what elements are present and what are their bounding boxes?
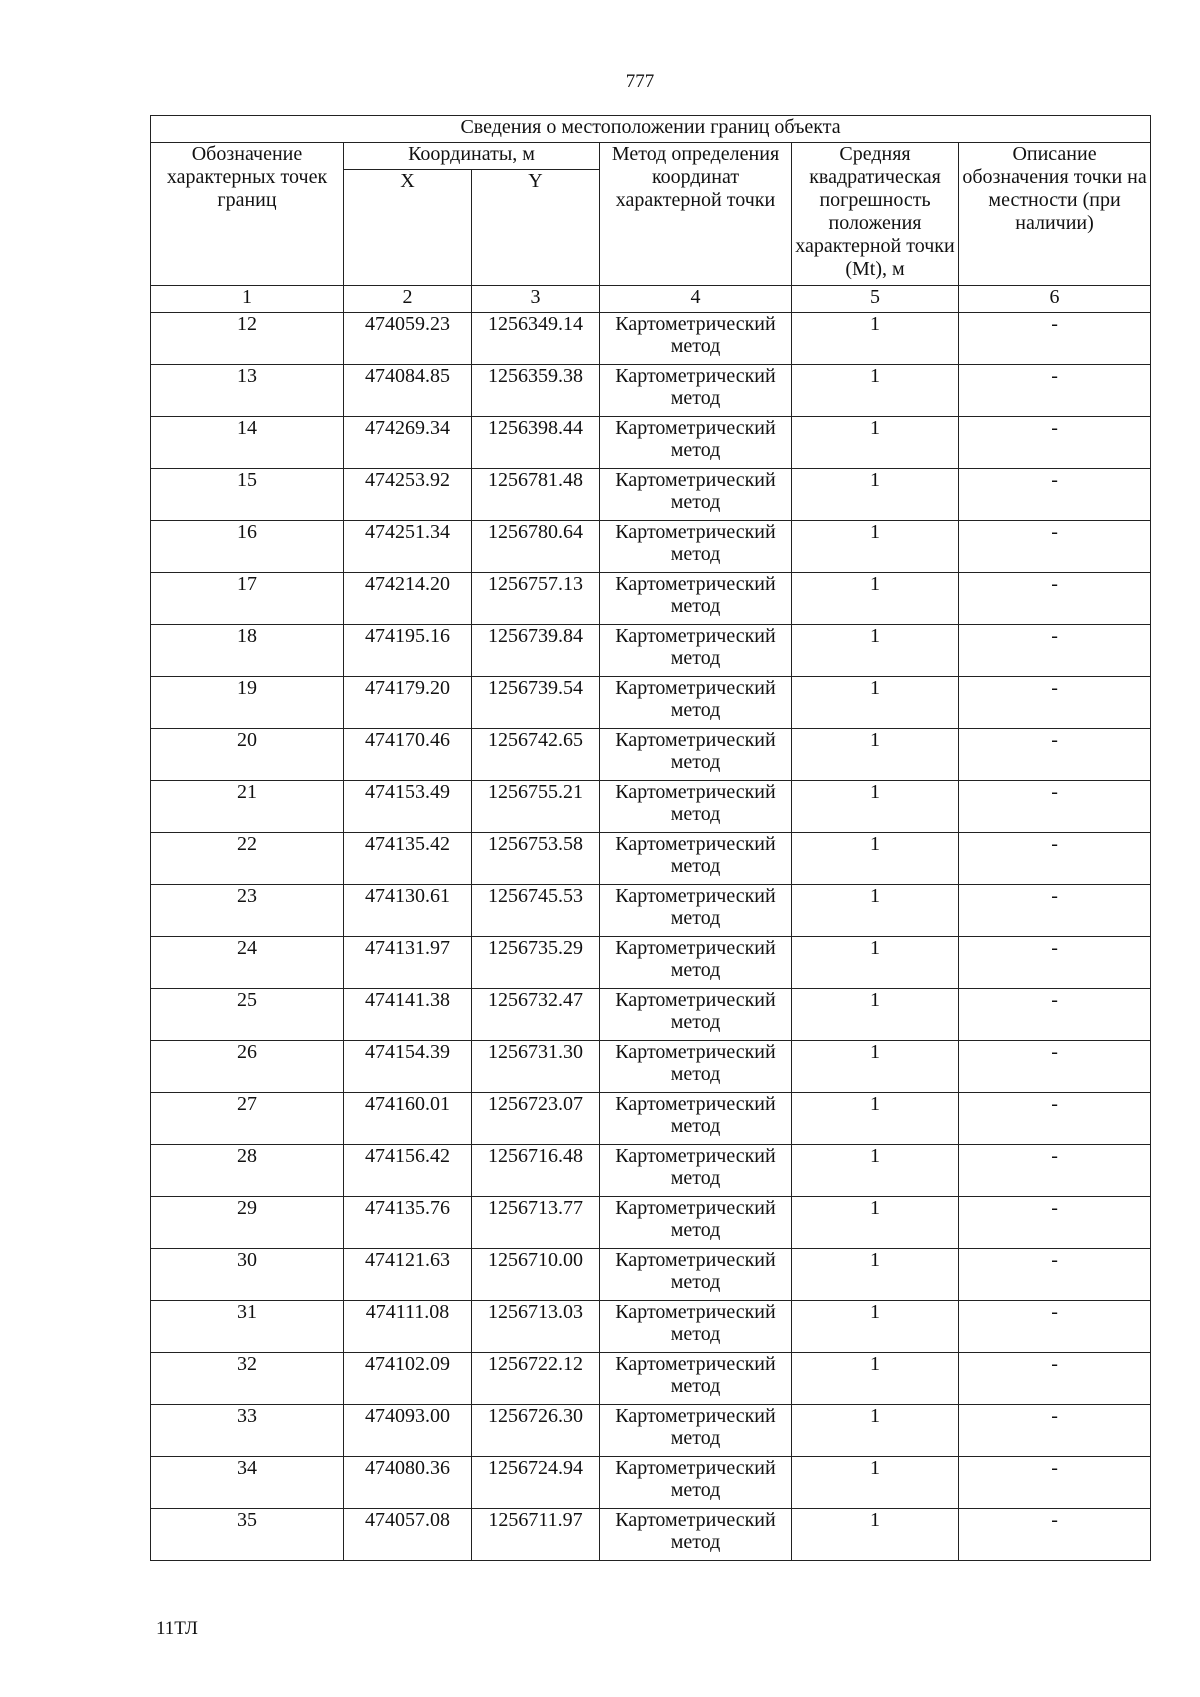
- header-error: Средняя квадратическая погрешность положения характерной точки (Mt), м: [792, 143, 959, 286]
- footer-code: 11ТЛ: [156, 1618, 198, 1639]
- point-cell: 13: [151, 365, 344, 417]
- method-cell: Картометрический метод: [600, 521, 792, 573]
- y-coordinate-cell: 1256359.38: [472, 365, 600, 417]
- x-coordinate-cell: 474160.01: [344, 1093, 472, 1145]
- y-coordinate-cell: 1256745.53: [472, 885, 600, 937]
- header-x: X: [344, 170, 472, 286]
- x-coordinate-cell: 474135.76: [344, 1197, 472, 1249]
- header-coordinates: Координаты, м: [344, 143, 600, 170]
- error-cell: 1: [792, 1509, 959, 1561]
- y-coordinate-cell: 1256780.64: [472, 521, 600, 573]
- table-row: [151, 937, 1151, 989]
- x-coordinate-cell: 474080.36: [344, 1457, 472, 1509]
- table-row: [151, 781, 1151, 833]
- description-cell: -: [959, 417, 1151, 469]
- y-coordinate-cell: 1256398.44: [472, 417, 600, 469]
- x-coordinate-cell: 474102.09: [344, 1353, 472, 1405]
- error-cell: 1: [792, 313, 959, 365]
- x-coordinate-cell: 474170.46: [344, 729, 472, 781]
- table-row: [151, 1197, 1151, 1249]
- method-cell: Картометрический метод: [600, 1197, 792, 1249]
- table-row: [151, 1353, 1151, 1405]
- table-row: [151, 313, 1151, 365]
- description-cell: -: [959, 677, 1151, 729]
- x-coordinate-cell: 474269.34: [344, 417, 472, 469]
- method-cell: Картометрический метод: [600, 677, 792, 729]
- point-cell: 24: [151, 937, 344, 989]
- description-cell: -: [959, 781, 1151, 833]
- x-coordinate-cell: 474156.42: [344, 1145, 472, 1197]
- page-number: 777: [625, 71, 655, 92]
- y-coordinate-cell: 1256755.21: [472, 781, 600, 833]
- table-row: [151, 729, 1151, 781]
- table-row: [151, 1041, 1151, 1093]
- y-coordinate-cell: 1256732.47: [472, 989, 600, 1041]
- method-cell: Картометрический метод: [600, 1249, 792, 1301]
- header-method: Метод определения координат характерной точки: [600, 143, 792, 286]
- table-row: [151, 1405, 1151, 1457]
- boundary-coordinates-table: [150, 115, 1151, 1561]
- error-cell: 1: [792, 417, 959, 469]
- table-row: [151, 989, 1151, 1041]
- point-cell: 22: [151, 833, 344, 885]
- method-cell: Картометрический метод: [600, 469, 792, 521]
- y-coordinate-cell: 1256781.48: [472, 469, 600, 521]
- description-cell: -: [959, 365, 1151, 417]
- error-cell: 1: [792, 1145, 959, 1197]
- y-coordinate-cell: 1256716.48: [472, 1145, 600, 1197]
- column-number: 5: [792, 286, 959, 313]
- point-cell: 20: [151, 729, 344, 781]
- column-number: 6: [959, 286, 1151, 313]
- method-cell: Картометрический метод: [600, 313, 792, 365]
- error-cell: 1: [792, 365, 959, 417]
- point-cell: 17: [151, 573, 344, 625]
- description-cell: -: [959, 1145, 1151, 1197]
- y-coordinate-cell: 1256713.03: [472, 1301, 600, 1353]
- x-coordinate-cell: 474111.08: [344, 1301, 472, 1353]
- point-cell: 25: [151, 989, 344, 1041]
- error-cell: 1: [792, 1249, 959, 1301]
- description-cell: -: [959, 313, 1151, 365]
- header-description: Описание обозначения точки на местности (при наличии): [959, 143, 1151, 286]
- error-cell: 1: [792, 1405, 959, 1457]
- description-cell: -: [959, 885, 1151, 937]
- description-cell: -: [959, 1041, 1151, 1093]
- method-cell: Картометрический метод: [600, 1145, 792, 1197]
- x-coordinate-cell: 474084.85: [344, 365, 472, 417]
- description-cell: -: [959, 1197, 1151, 1249]
- y-coordinate-cell: 1256349.14: [472, 313, 600, 365]
- y-coordinate-cell: 1256724.94: [472, 1457, 600, 1509]
- header-point: Обозначение характерных точек границ: [151, 143, 344, 286]
- column-numbers-row: [151, 286, 1151, 313]
- method-cell: Картометрический метод: [600, 625, 792, 677]
- method-cell: Картометрический метод: [600, 1457, 792, 1509]
- description-cell: -: [959, 833, 1151, 885]
- point-cell: 23: [151, 885, 344, 937]
- point-cell: 16: [151, 521, 344, 573]
- x-coordinate-cell: 474253.92: [344, 469, 472, 521]
- point-cell: 33: [151, 1405, 344, 1457]
- error-cell: 1: [792, 573, 959, 625]
- error-cell: 1: [792, 1197, 959, 1249]
- description-cell: -: [959, 521, 1151, 573]
- method-cell: Картометрический метод: [600, 417, 792, 469]
- table-row: [151, 1093, 1151, 1145]
- description-cell: -: [959, 989, 1151, 1041]
- description-cell: -: [959, 1405, 1151, 1457]
- y-coordinate-cell: 1256742.65: [472, 729, 600, 781]
- point-cell: 34: [151, 1457, 344, 1509]
- method-cell: Картометрический метод: [600, 365, 792, 417]
- description-cell: -: [959, 1301, 1151, 1353]
- x-coordinate-cell: 474154.39: [344, 1041, 472, 1093]
- error-cell: 1: [792, 781, 959, 833]
- point-cell: 14: [151, 417, 344, 469]
- table-row: [151, 573, 1151, 625]
- column-number: 1: [151, 286, 344, 313]
- table-row: [151, 885, 1151, 937]
- method-cell: Картометрический метод: [600, 1405, 792, 1457]
- header-y: Y: [472, 170, 600, 286]
- table-row: [151, 521, 1151, 573]
- error-cell: 1: [792, 1353, 959, 1405]
- error-cell: 1: [792, 1457, 959, 1509]
- description-cell: -: [959, 625, 1151, 677]
- method-cell: Картометрический метод: [600, 989, 792, 1041]
- point-cell: 12: [151, 313, 344, 365]
- method-cell: Картометрический метод: [600, 1041, 792, 1093]
- error-cell: 1: [792, 677, 959, 729]
- x-coordinate-cell: 474141.38: [344, 989, 472, 1041]
- y-coordinate-cell: 1256726.30: [472, 1405, 600, 1457]
- x-coordinate-cell: 474059.23: [344, 313, 472, 365]
- table-row: [151, 469, 1151, 521]
- description-cell: -: [959, 937, 1151, 989]
- column-number: 3: [472, 286, 600, 313]
- y-coordinate-cell: 1256722.12: [472, 1353, 600, 1405]
- table-row: [151, 1145, 1151, 1197]
- y-coordinate-cell: 1256710.00: [472, 1249, 600, 1301]
- point-cell: 27: [151, 1093, 344, 1145]
- table-row: [151, 365, 1151, 417]
- error-cell: 1: [792, 625, 959, 677]
- method-cell: Картометрический метод: [600, 573, 792, 625]
- point-cell: 32: [151, 1353, 344, 1405]
- error-cell: 1: [792, 833, 959, 885]
- method-cell: Картометрический метод: [600, 1509, 792, 1561]
- method-cell: Картометрический метод: [600, 729, 792, 781]
- y-coordinate-cell: 1256731.30: [472, 1041, 600, 1093]
- error-cell: 1: [792, 469, 959, 521]
- description-cell: -: [959, 1353, 1151, 1405]
- table-row: [151, 1301, 1151, 1353]
- x-coordinate-cell: 474121.63: [344, 1249, 472, 1301]
- table-row: [151, 417, 1151, 469]
- point-cell: 30: [151, 1249, 344, 1301]
- y-coordinate-cell: 1256711.97: [472, 1509, 600, 1561]
- y-coordinate-cell: 1256713.77: [472, 1197, 600, 1249]
- description-cell: -: [959, 1249, 1151, 1301]
- point-cell: 31: [151, 1301, 344, 1353]
- table-row: [151, 677, 1151, 729]
- error-cell: 1: [792, 1301, 959, 1353]
- error-cell: 1: [792, 1041, 959, 1093]
- error-cell: 1: [792, 521, 959, 573]
- x-coordinate-cell: 474153.49: [344, 781, 472, 833]
- y-coordinate-cell: 1256757.13: [472, 573, 600, 625]
- point-cell: 26: [151, 1041, 344, 1093]
- description-cell: -: [959, 573, 1151, 625]
- method-cell: Картометрический метод: [600, 833, 792, 885]
- error-cell: 1: [792, 989, 959, 1041]
- y-coordinate-cell: 1256739.54: [472, 677, 600, 729]
- point-cell: 15: [151, 469, 344, 521]
- point-cell: 29: [151, 1197, 344, 1249]
- error-cell: 1: [792, 937, 959, 989]
- column-number: 4: [600, 286, 792, 313]
- description-cell: -: [959, 1509, 1151, 1561]
- y-coordinate-cell: 1256735.29: [472, 937, 600, 989]
- error-cell: 1: [792, 1093, 959, 1145]
- table-body: [151, 313, 1151, 1561]
- x-coordinate-cell: 474251.34: [344, 521, 472, 573]
- y-coordinate-cell: 1256753.58: [472, 833, 600, 885]
- x-coordinate-cell: 474214.20: [344, 573, 472, 625]
- table-row: [151, 625, 1151, 677]
- point-cell: 35: [151, 1509, 344, 1561]
- y-coordinate-cell: 1256739.84: [472, 625, 600, 677]
- description-cell: -: [959, 729, 1151, 781]
- point-cell: 19: [151, 677, 344, 729]
- x-coordinate-cell: 474195.16: [344, 625, 472, 677]
- method-cell: Картометрический метод: [600, 885, 792, 937]
- table-row: [151, 833, 1151, 885]
- point-cell: 28: [151, 1145, 344, 1197]
- error-cell: 1: [792, 729, 959, 781]
- x-coordinate-cell: 474057.08: [344, 1509, 472, 1561]
- method-cell: Картометрический метод: [600, 1093, 792, 1145]
- description-cell: -: [959, 1093, 1151, 1145]
- x-coordinate-cell: 474179.20: [344, 677, 472, 729]
- table-title: Сведения о местоположении границ объекта: [151, 116, 1151, 143]
- description-cell: -: [959, 469, 1151, 521]
- x-coordinate-cell: 474135.42: [344, 833, 472, 885]
- description-cell: -: [959, 1457, 1151, 1509]
- column-number: 2: [344, 286, 472, 313]
- method-cell: Картометрический метод: [600, 1301, 792, 1353]
- x-coordinate-cell: 474093.00: [344, 1405, 472, 1457]
- y-coordinate-cell: 1256723.07: [472, 1093, 600, 1145]
- point-cell: 21: [151, 781, 344, 833]
- point-cell: 18: [151, 625, 344, 677]
- method-cell: Картометрический метод: [600, 937, 792, 989]
- table-row: [151, 1249, 1151, 1301]
- method-cell: Картометрический метод: [600, 781, 792, 833]
- table-row: [151, 1457, 1151, 1509]
- error-cell: 1: [792, 885, 959, 937]
- x-coordinate-cell: 474130.61: [344, 885, 472, 937]
- table-row: [151, 1509, 1151, 1561]
- method-cell: Картометрический метод: [600, 1353, 792, 1405]
- x-coordinate-cell: 474131.97: [344, 937, 472, 989]
